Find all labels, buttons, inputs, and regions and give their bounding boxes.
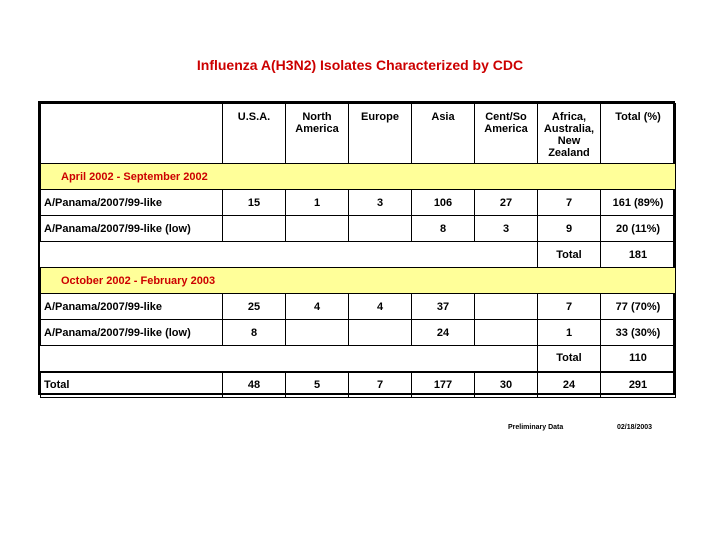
grand-total-africa-australia-nz: 24 [538,372,601,398]
section-label: October 2002 - February 2003 [41,268,676,294]
cell-total: 77 (70%) [601,294,676,320]
grand-total-asia: 177 [412,372,475,398]
cell-europe [349,216,412,242]
table-row [41,294,676,320]
table-row [41,190,676,216]
col-header-asia: Asia [412,104,475,164]
cell-africa-australia-nz: 9 [538,216,601,242]
cell-asia: 8 [412,216,475,242]
row-label: A/Panama/2007/99-like (low) [41,320,223,346]
cell-cent-so-america: 27 [475,190,538,216]
cell-africa-australia-nz: 7 [538,190,601,216]
subtotal-value: 181 [601,242,676,268]
page-title: Influenza A(H3N2) Isolates Characterized by CDC [196,57,524,73]
cell-europe [349,320,412,346]
preliminary-data-note: Preliminary Data [508,424,564,431]
subtotal-spacer [41,346,538,372]
cell-north-america: 4 [286,294,349,320]
header-corner [41,104,223,164]
cell-europe: 3 [349,190,412,216]
cell-north-america: 1 [286,190,349,216]
cell-usa: 8 [223,320,286,346]
cell-asia: 37 [412,294,475,320]
row-label: A/Panama/2007/99-like (low) [41,216,223,242]
subtotal-row [41,346,676,372]
table-row [41,216,676,242]
cell-usa [223,216,286,242]
grand-total-row [41,372,676,398]
col-header-north-america: North America [286,104,349,164]
grand-total-cent-so-america: 30 [475,372,538,398]
grand-total-europe: 7 [349,372,412,398]
header-row [41,104,676,164]
row-label: A/Panama/2007/99-like [41,190,223,216]
cell-cent-so-america: 3 [475,216,538,242]
grand-total-north-america: 5 [286,372,349,398]
section-label: April 2002 - September 2002 [41,164,676,190]
grand-total-usa: 48 [223,372,286,398]
col-header-cent-so-america: Cent/So America [475,104,538,164]
table-row [41,320,676,346]
isolates-table-container [38,101,675,395]
cell-europe: 4 [349,294,412,320]
cell-total: 33 (30%) [601,320,676,346]
cell-asia: 106 [412,190,475,216]
subtotal-spacer [41,242,538,268]
cell-africa-australia-nz: 7 [538,294,601,320]
grand-total-total: 291 [601,372,676,398]
cell-total: 20 (11%) [601,216,676,242]
cell-cent-so-america [475,294,538,320]
section-row-2 [41,268,676,294]
subtotal-row [41,242,676,268]
cell-usa: 25 [223,294,286,320]
isolates-table [40,103,676,398]
cell-usa: 15 [223,190,286,216]
cell-north-america [286,216,349,242]
grand-total-label: Total [41,372,223,398]
cell-cent-so-america [475,320,538,346]
section-row-1 [41,164,676,190]
date-note: 02/18/2003 [617,424,653,431]
col-header-usa: U.S.A. [223,104,286,164]
cell-total: 161 (89%) [601,190,676,216]
cell-asia: 24 [412,320,475,346]
row-label: A/Panama/2007/99-like [41,294,223,320]
subtotal-label: Total [538,242,601,268]
subtotal-value: 110 [601,346,676,372]
col-header-africa-australia-nz: Africa, Australia, New Zealand [538,104,601,164]
subtotal-label: Total [538,346,601,372]
col-header-europe: Europe [349,104,412,164]
col-header-total: Total (%) [601,104,676,164]
cell-africa-australia-nz: 1 [538,320,601,346]
cell-north-america [286,320,349,346]
